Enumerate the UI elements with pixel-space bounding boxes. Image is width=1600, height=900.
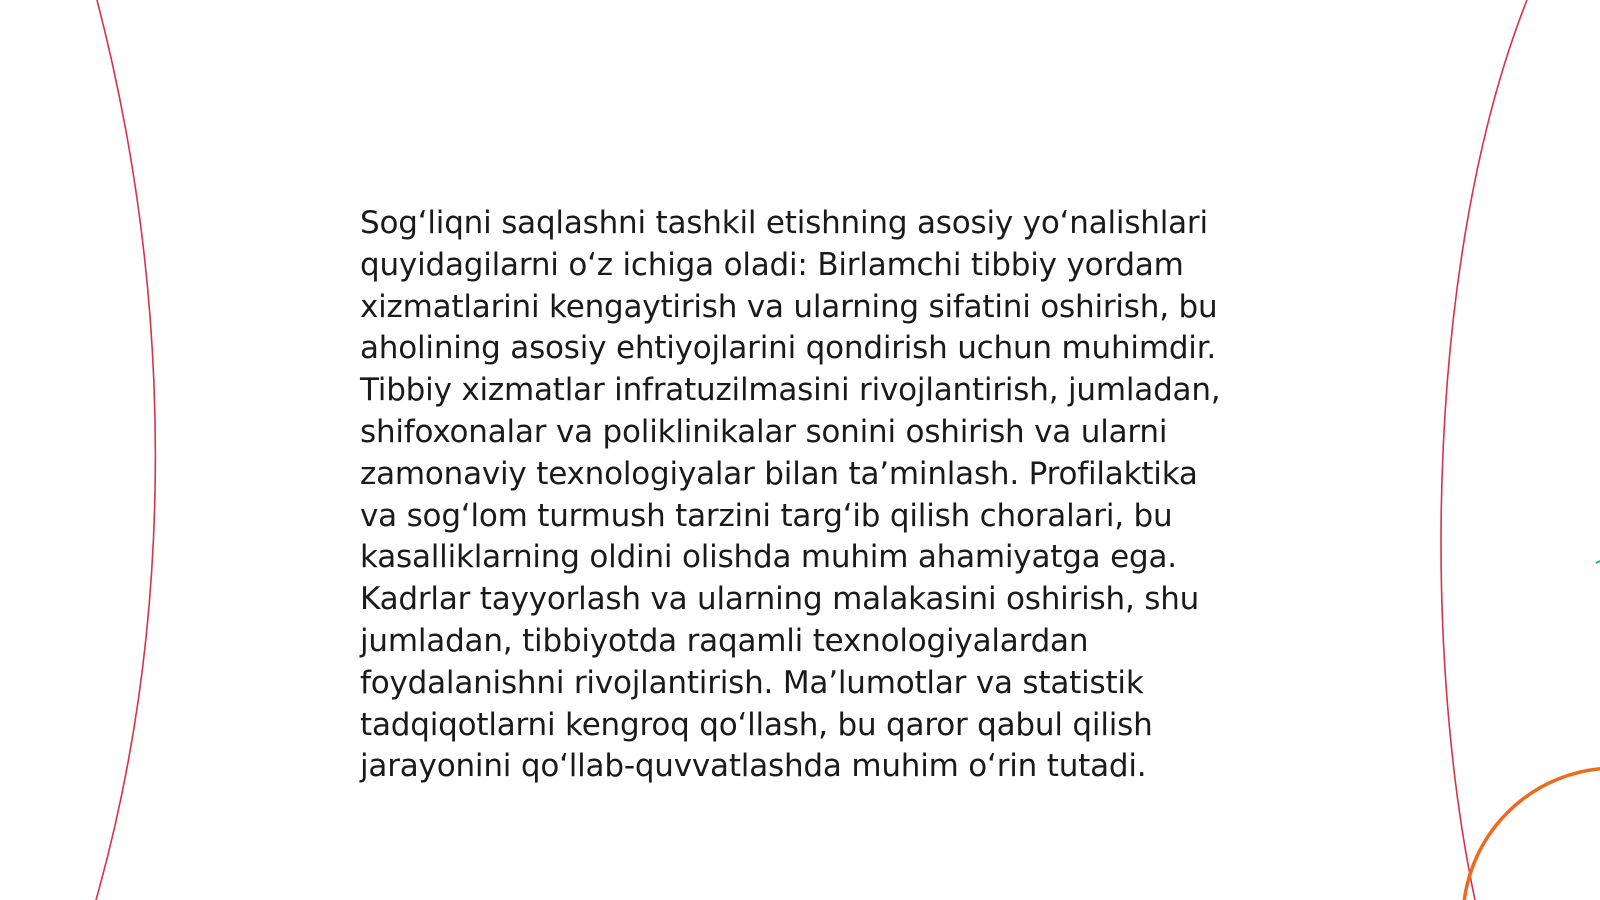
- right-arc-line: [1441, 0, 1527, 900]
- orange-circle-outline: [1463, 768, 1600, 900]
- body-paragraph: Sog‘liqni saqlashni tashkil etishning asosiy yo‘nalishlari quyidagilarni o‘z ichiga oladi: Birlamchi tibbiy yordam xizmatlarini kengaytirish va ularning sifatini oshirish, bu aholining asosiy ehtiyojlarini qondirish uchun muhimdir. Tibbiy xizmatlar infratuzilmasini rivojlantirish, jumladan, shifoxonalar va poliklinikalar sonini oshirish va ularni zamonaviy texnologiyalar bilan ta’minlash. Profilaktika va sog‘lom turmush tarzini targ‘ib qilish choralari, bu kasalliklarning oldini olishda muhim ahamiyatga ega. Kadrlar tayyorlash va ularning malakasini oshirish, shu jumladan, tibbiyotda raqamli texnologiyalardan foydalanishni rivojlantirish. Ma’lumotlar va statistik tadqiqotlarni kengroq qo‘llash, bu qaror qabul qilish jarayonini qo‘llab-quvvatlashda muhim o‘rin tutadi.: [360, 205, 1221, 785]
- left-arc-line: [96, 0, 155, 900]
- teal-mark: [1596, 561, 1600, 563]
